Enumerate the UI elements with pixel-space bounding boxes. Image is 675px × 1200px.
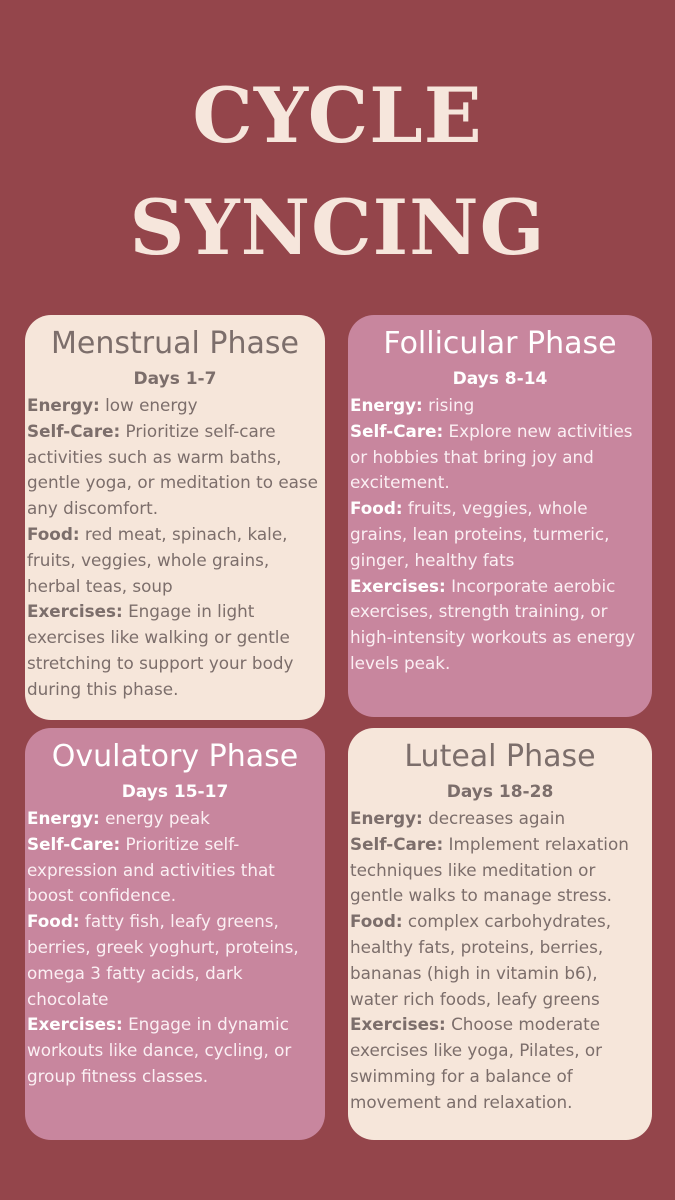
- self-care-value: Prioritize self-expression and activities that boost confidence.: [27, 833, 275, 906]
- self-care-line: [27, 419, 323, 522]
- energy-line: [27, 806, 323, 832]
- energy-line: [350, 806, 650, 832]
- phase-days: Days 18-28: [446, 782, 554, 802]
- exercises-label: Exercises:: [27, 601, 123, 622]
- phase-details: [25, 393, 325, 703]
- food-line: [27, 522, 323, 599]
- energy-value: energy peak: [105, 808, 210, 828]
- energy-label: Energy:: [27, 808, 100, 828]
- phase-days: Days 15-17: [121, 782, 229, 802]
- self-care-value: Prioritize self-care activities such as warm baths, gentle yoga, or meditation to ease any discomfort.: [27, 420, 319, 519]
- self-care-value: Implement relaxation techniques like meditation or gentle walks to manage stress.: [350, 833, 629, 906]
- phase-title: Ovulatory Phase: [51, 739, 299, 774]
- menstrual-phase-card: [25, 315, 325, 720]
- energy-value: rising: [428, 395, 475, 415]
- luteal-phase-card: [348, 728, 652, 1140]
- phase-title: Menstrual Phase: [51, 326, 299, 361]
- exercises-label: Exercises:: [27, 1014, 123, 1035]
- exercises-value: Engage in light exercises like walking or gentle stretching to support your body during this phase.: [27, 601, 294, 699]
- food-label: Food:: [350, 498, 403, 519]
- phase-days: Days 1-7: [133, 369, 217, 389]
- food-value: complex carbohydrates, healthy fats, proteins, berries, bananas (high in vitamin b6), water rich foods, leafy greens: [350, 911, 612, 1009]
- phase-title: Luteal Phase: [404, 739, 596, 774]
- self-care-line: [350, 419, 650, 496]
- page-title-line2: SYNCING: [129, 183, 546, 272]
- phase-details: [348, 393, 652, 677]
- ovulatory-phase-card: [25, 728, 325, 1140]
- phase-details: [348, 806, 652, 1116]
- food-line: [350, 909, 650, 1012]
- exercises-label: Exercises:: [350, 575, 446, 596]
- energy-label: Energy:: [27, 395, 100, 415]
- phase-details: [25, 806, 325, 1090]
- food-value: red meat, spinach, kale, fruits, veggies, whole grains, herbal teas, soup: [27, 523, 288, 596]
- energy-value: low energy: [105, 395, 198, 415]
- food-value: fruits, veggies, whole grains, lean proteins, turmeric, ginger, healthy fats: [350, 498, 610, 570]
- phase-days: Days 8-14: [452, 369, 548, 389]
- self-care-label: Self-Care:: [350, 833, 444, 854]
- exercises-label: Exercises:: [350, 1014, 446, 1035]
- page-title-line1: CYCLE: [192, 71, 483, 160]
- self-care-label: Self-Care:: [27, 420, 121, 441]
- self-care-label: Self-Care:: [350, 420, 444, 441]
- food-label: Food:: [350, 911, 403, 932]
- phase-title: Follicular Phase: [383, 326, 617, 361]
- energy-line: [27, 393, 323, 419]
- energy-label: Energy:: [350, 808, 423, 828]
- food-label: Food:: [27, 911, 80, 932]
- energy-line: [350, 393, 650, 419]
- exercises-line: [350, 574, 650, 677]
- food-line: [350, 496, 650, 573]
- exercises-line: [27, 599, 323, 702]
- energy-value: decreases again: [428, 808, 566, 828]
- self-care-line: [350, 832, 650, 909]
- food-line: [27, 909, 323, 1012]
- exercises-value: Incorporate aerobic exercises, strength training, or high-intensity workouts as energy levels peak.: [350, 575, 636, 673]
- exercises-line: [350, 1012, 650, 1115]
- self-care-line: [27, 832, 323, 909]
- exercises-value: Choose moderate exercises like yoga, Pilates, or swimming for a balance of movement and relaxation.: [350, 1014, 603, 1112]
- exercises-line: [27, 1012, 323, 1089]
- self-care-label: Self-Care:: [27, 833, 121, 854]
- food-value: fatty fish, leafy greens, berries, greek yoghurt, proteins, omega 3 fatty acids, dark chocolate: [27, 911, 299, 1009]
- food-label: Food:: [27, 523, 80, 544]
- self-care-value: Explore new activities or hobbies that bring joy and excitement.: [350, 420, 633, 493]
- exercises-value: Engage in dynamic workouts like dance, cycling, or group fitness classes.: [27, 1014, 292, 1086]
- energy-label: Energy:: [350, 395, 423, 415]
- follicular-phase-card: [348, 315, 652, 717]
